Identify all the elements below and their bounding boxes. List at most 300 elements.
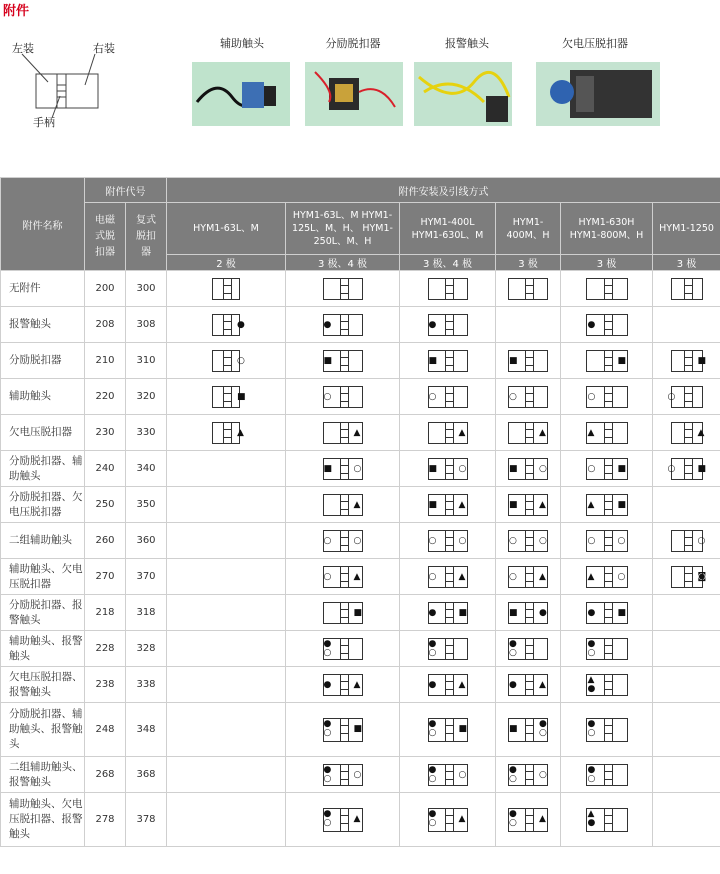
divider-line — [684, 423, 685, 443]
divider-line — [453, 315, 454, 335]
wiring-symbol — [323, 530, 363, 552]
symbol-glyph: ○ — [428, 535, 437, 546]
symbol-glyph: ○ — [458, 535, 467, 546]
install-cell — [653, 703, 720, 757]
symbol-glyph: ● — [587, 817, 596, 828]
divider-line — [525, 387, 526, 407]
divider-line — [612, 459, 613, 479]
wiring-symbol — [323, 494, 363, 516]
divider-line — [453, 423, 454, 443]
divider-line — [453, 495, 454, 515]
divider-line — [525, 603, 526, 623]
symbol-glyph: ○ — [237, 355, 245, 366]
table-row — [1, 271, 720, 307]
divider-line — [525, 459, 526, 479]
divider-line — [348, 809, 349, 831]
header-model — [653, 203, 720, 255]
handle-line — [604, 581, 612, 582]
divider-line — [348, 639, 349, 659]
row-code-em: 238 — [85, 667, 126, 703]
divider-line — [684, 567, 685, 587]
header-em-label: 电磁式脱扣器 — [95, 214, 115, 258]
handle-line — [684, 465, 692, 466]
install-cell — [653, 271, 720, 307]
handle-line — [445, 689, 453, 690]
accessory-code-table — [0, 177, 720, 847]
wiring-symbol — [212, 422, 244, 444]
divider-line — [604, 495, 605, 515]
row-code-em: 210 — [85, 343, 126, 379]
row-name: 无附件 — [1, 271, 85, 307]
install-cell — [653, 667, 720, 703]
install-cell — [496, 703, 561, 757]
divider-line — [525, 423, 526, 443]
install-cell — [496, 487, 561, 523]
divider-line — [533, 423, 534, 443]
row-code-comp: 300 — [126, 271, 167, 307]
divider-line — [604, 423, 605, 443]
divider-line — [445, 459, 446, 479]
handle-line — [340, 823, 348, 824]
header-model — [286, 203, 400, 255]
handle-line — [445, 545, 453, 546]
handle-line — [604, 509, 612, 510]
handle-line — [684, 401, 692, 402]
wiring-symbol — [323, 566, 363, 588]
install-cell — [400, 523, 496, 559]
wiring-symbol — [508, 458, 548, 480]
wiring-symbol — [323, 808, 363, 832]
header-model-label: HYM1-63L、M — [193, 223, 259, 234]
divider-line — [223, 279, 224, 299]
handle-line — [445, 401, 453, 402]
symbol-glyph: ■ — [237, 391, 246, 402]
handle-line — [445, 681, 453, 682]
divider-line — [453, 387, 454, 407]
table-row — [1, 523, 720, 559]
handle-line — [525, 365, 533, 366]
divider-line — [612, 603, 613, 623]
wiring-symbol — [212, 278, 240, 300]
handle-line — [445, 429, 453, 430]
divider-line — [692, 531, 693, 551]
install-cell — [496, 379, 561, 415]
table-row — [1, 667, 720, 703]
symbol-glyph: ▲ — [458, 427, 466, 438]
wiring-symbol — [508, 718, 548, 742]
handle-line — [445, 771, 453, 772]
row-code-comp: 340 — [126, 451, 167, 487]
symbol-glyph: ○ — [539, 463, 547, 474]
wiring-symbol — [428, 808, 468, 832]
symbol-glyph: ○ — [323, 647, 332, 658]
divider-line — [445, 279, 446, 299]
symbol-glyph: ○ — [323, 571, 332, 582]
divider-line — [612, 387, 613, 407]
symbol-glyph: ■ — [509, 607, 518, 618]
wiring-symbol — [671, 422, 703, 444]
header-comp — [126, 203, 167, 271]
install-cell — [167, 307, 286, 343]
divider-line — [445, 423, 446, 443]
header-model-label: HYM1-400L HYM1-630L、M — [411, 216, 484, 241]
handle-line — [445, 609, 453, 610]
divider-line — [445, 639, 446, 659]
wiring-symbol — [586, 808, 628, 832]
row-name: 二组辅助触头、报警触头 — [1, 757, 85, 793]
divider-line — [604, 279, 605, 299]
row-code-em: 268 — [85, 757, 126, 793]
install-cell — [561, 451, 653, 487]
wiring-symbol — [508, 530, 548, 552]
divider-line — [525, 495, 526, 515]
divider-line — [525, 719, 526, 741]
row-name: 分励脱扣器、辅助触头、报警触头 — [1, 703, 85, 757]
handle-line — [445, 293, 453, 294]
install-cell — [561, 379, 653, 415]
handle-line — [340, 815, 348, 816]
install-cell — [496, 343, 561, 379]
install-cell — [561, 271, 653, 307]
row-code-em: 220 — [85, 379, 126, 415]
divider-line — [612, 351, 613, 371]
header-model — [400, 203, 496, 255]
handle-line — [684, 429, 692, 430]
table-row — [1, 757, 720, 793]
divider-line — [453, 567, 454, 587]
divider-line — [604, 603, 605, 623]
symbol-glyph: ○ — [458, 463, 467, 474]
divider-line — [525, 279, 526, 299]
row-code-comp: 348 — [126, 703, 167, 757]
symbol-glyph: ● — [509, 638, 517, 649]
wiring-symbol — [508, 638, 548, 660]
wiring-symbol — [323, 764, 363, 786]
symbol-glyph: ○ — [587, 647, 596, 658]
symbol-glyph: ■ — [353, 607, 363, 618]
divider-line — [340, 315, 341, 335]
divider-line — [340, 387, 341, 407]
handle-line — [525, 545, 533, 546]
divider-line — [612, 531, 613, 551]
divider-line — [348, 765, 349, 785]
handle-line — [525, 509, 533, 510]
handle-line — [340, 573, 348, 574]
install-cell — [653, 415, 720, 451]
row-name: 辅助触头、报警触头 — [1, 631, 85, 667]
divider-line — [533, 567, 534, 587]
table-row — [1, 379, 720, 415]
symbol-glyph: ■ — [697, 463, 707, 474]
symbol-glyph: ▲ — [587, 427, 595, 438]
divider-line — [533, 765, 534, 785]
divider-line — [533, 351, 534, 371]
handle-line — [340, 365, 348, 366]
symbol-glyph: ▲ — [458, 571, 466, 582]
install-cell — [561, 703, 653, 757]
divider-line — [453, 639, 454, 659]
wiring-symbol — [586, 530, 628, 552]
symbol-glyph: ▲ — [458, 499, 466, 510]
symbol-glyph: ● — [587, 764, 596, 775]
handle-line — [445, 653, 453, 654]
header-name — [1, 178, 85, 271]
wiring-symbol — [667, 458, 707, 480]
handle-line — [445, 393, 453, 394]
table-row — [1, 793, 720, 847]
divider-line — [692, 567, 693, 587]
header-pole: 2 极 — [167, 255, 286, 271]
install-cell — [561, 487, 653, 523]
divider-line — [453, 809, 454, 831]
handle-line — [525, 609, 533, 610]
install-cell — [167, 523, 286, 559]
divider-line — [612, 567, 613, 587]
install-cell — [167, 757, 286, 793]
install-cell — [561, 415, 653, 451]
table-row — [1, 343, 720, 379]
handle-line — [340, 509, 348, 510]
install-cell — [653, 559, 720, 595]
handle-line — [340, 609, 348, 610]
install-cell — [400, 757, 496, 793]
divider-line — [525, 765, 526, 785]
divider-line — [533, 387, 534, 407]
row-code-em: 230 — [85, 415, 126, 451]
symbol-glyph: ■ — [323, 355, 333, 366]
handle-line — [684, 285, 692, 286]
handle-line — [445, 285, 453, 286]
handle-line — [525, 733, 533, 734]
row-code-comp: 370 — [126, 559, 167, 595]
handle-line — [223, 393, 231, 394]
divider-line — [533, 531, 534, 551]
row-code-em: 260 — [85, 523, 126, 559]
install-cell — [561, 667, 653, 703]
handle-line — [604, 285, 612, 286]
divider-line — [348, 423, 349, 443]
divider-line — [231, 315, 232, 335]
header-code-label: 附件代号 — [105, 186, 146, 198]
symbol-glyph: ▲ — [587, 808, 595, 819]
handle-line — [604, 815, 612, 816]
handle-line — [604, 771, 612, 772]
handle-line — [684, 545, 692, 546]
install-cell — [561, 523, 653, 559]
divider-line — [223, 351, 224, 371]
install-cell — [286, 379, 400, 415]
symbol-glyph: ● — [428, 764, 437, 775]
handle-line — [604, 393, 612, 394]
divider-line — [348, 387, 349, 407]
divider-line — [533, 639, 534, 659]
symbol-glyph: ○ — [617, 535, 626, 546]
handle-line — [445, 573, 453, 574]
symbol-glyph: ○ — [353, 769, 362, 780]
wiring-symbol — [428, 350, 468, 372]
divider-line — [604, 351, 605, 371]
divider-line — [684, 459, 685, 479]
symbol-glyph: ● — [539, 718, 547, 729]
divider-line — [340, 279, 341, 299]
install-cell — [561, 343, 653, 379]
handle-line — [604, 293, 612, 294]
divider-line — [612, 279, 613, 299]
install-cell — [653, 487, 720, 523]
symbol-glyph: ▲ — [539, 499, 546, 510]
handle-line — [525, 393, 533, 394]
header-model — [496, 203, 561, 255]
handle-line — [604, 823, 612, 824]
install-cell — [496, 667, 561, 703]
handle-line — [525, 473, 533, 474]
row-code-em: 228 — [85, 631, 126, 667]
symbol-glyph: ● — [539, 607, 547, 618]
symbol-glyph: ● — [323, 319, 332, 330]
handle-line — [340, 429, 348, 430]
handle-line — [340, 321, 348, 322]
wiring-symbol — [212, 386, 246, 408]
header-model-label: HYM1-400M、H — [506, 216, 550, 241]
symbol-glyph: ● — [587, 319, 596, 330]
install-cell — [286, 271, 400, 307]
divider-line — [223, 423, 224, 443]
handle-line — [525, 725, 533, 726]
install-cell — [286, 703, 400, 757]
symbol-glyph: ▲ — [353, 499, 361, 510]
wiring-symbol — [323, 718, 363, 742]
table-row — [1, 559, 720, 595]
symbol-glyph: ○ — [353, 463, 362, 474]
wiring-symbol — [508, 350, 548, 372]
row-code-em: 240 — [85, 451, 126, 487]
symbol-glyph: ■ — [509, 499, 518, 510]
handle-line — [223, 357, 231, 358]
wiring-symbol — [586, 350, 628, 372]
handle-line — [340, 653, 348, 654]
wiring-symbol — [508, 602, 548, 624]
handle-line — [604, 537, 612, 538]
handle-line — [684, 393, 692, 394]
symbol-glyph: ○ — [323, 391, 332, 402]
symbol-glyph: ▲ — [237, 427, 244, 438]
handle-line — [525, 429, 533, 430]
divider-line — [604, 719, 605, 741]
table-row — [1, 451, 720, 487]
divider-line — [525, 809, 526, 831]
divider-line — [445, 567, 446, 587]
divider-line — [453, 603, 454, 623]
symbol-glyph: ○ — [509, 391, 517, 402]
row-code-em: 218 — [85, 595, 126, 631]
symbol-glyph: ○ — [587, 773, 596, 784]
row-code-comp: 338 — [126, 667, 167, 703]
handle-line — [684, 581, 692, 582]
divider-line — [340, 531, 341, 551]
row-name: 辅助触头、欠电压脱扣器、报警触头 — [1, 793, 85, 847]
divider-line — [453, 675, 454, 695]
symbol-glyph: ○ — [617, 571, 626, 582]
symbol-glyph: ● — [428, 679, 437, 690]
divider-line — [348, 315, 349, 335]
symbol-glyph: ■ — [509, 463, 518, 474]
wiring-symbol — [508, 566, 548, 588]
wiring-symbol — [508, 278, 548, 300]
divider-line — [453, 531, 454, 551]
symbol-glyph: ■ — [697, 355, 707, 366]
symbol-glyph: ◙ — [697, 571, 707, 582]
row-name: 分励脱扣器、欠电压脱扣器 — [1, 487, 85, 523]
handle-line — [445, 733, 453, 734]
row-code-comp: 318 — [126, 595, 167, 631]
wiring-symbol — [323, 674, 363, 696]
handle-line — [684, 437, 692, 438]
divider-line — [348, 603, 349, 623]
symbol-glyph: ▲ — [587, 674, 595, 685]
divider-line — [340, 639, 341, 659]
handle-line — [340, 293, 348, 294]
divider-line — [231, 387, 232, 407]
symbol-glyph: ○ — [539, 769, 547, 780]
handle-line — [445, 779, 453, 780]
handle-line — [604, 779, 612, 780]
install-cell — [167, 667, 286, 703]
handle-label: 手柄 — [33, 116, 55, 129]
install-cell — [286, 307, 400, 343]
divider-line — [340, 351, 341, 371]
divider-line — [348, 279, 349, 299]
handle-line — [525, 617, 533, 618]
alarm-contact-photo — [414, 62, 512, 126]
symbol-glyph: ○ — [587, 535, 596, 546]
handle-line — [525, 537, 533, 538]
wiring-symbol — [508, 386, 548, 408]
handle-line — [223, 437, 231, 438]
symbol-glyph: ○ — [509, 535, 517, 546]
install-cell — [286, 793, 400, 847]
symbol-glyph: ○ — [428, 571, 437, 582]
symbol-glyph: ▲ — [353, 813, 361, 824]
handle-line — [604, 653, 612, 654]
divider-line — [348, 495, 349, 515]
divider-line — [445, 719, 446, 741]
install-cell — [653, 343, 720, 379]
wiring-symbol — [428, 386, 468, 408]
divider-line — [533, 495, 534, 515]
install-cell — [653, 307, 720, 343]
install-cell — [167, 343, 286, 379]
install-cell — [400, 451, 496, 487]
wiring-symbol — [323, 458, 363, 480]
install-cell — [561, 631, 653, 667]
handle-line — [684, 473, 692, 474]
header-pole: 3 极 — [496, 255, 561, 271]
install-cell — [496, 793, 561, 847]
symbol-glyph: ▲ — [587, 499, 595, 510]
install-cell — [496, 451, 561, 487]
install-cell — [167, 271, 286, 307]
symbol-glyph: ■ — [428, 499, 438, 510]
divider-line — [533, 809, 534, 831]
row-code-comp: 308 — [126, 307, 167, 343]
handle-line — [525, 823, 533, 824]
handle-line — [604, 573, 612, 574]
mounting-diagram — [0, 30, 160, 130]
wiring-symbol — [428, 278, 468, 300]
handle-line — [340, 725, 348, 726]
header-pole: 3 极 — [561, 255, 653, 271]
install-cell — [400, 271, 496, 307]
